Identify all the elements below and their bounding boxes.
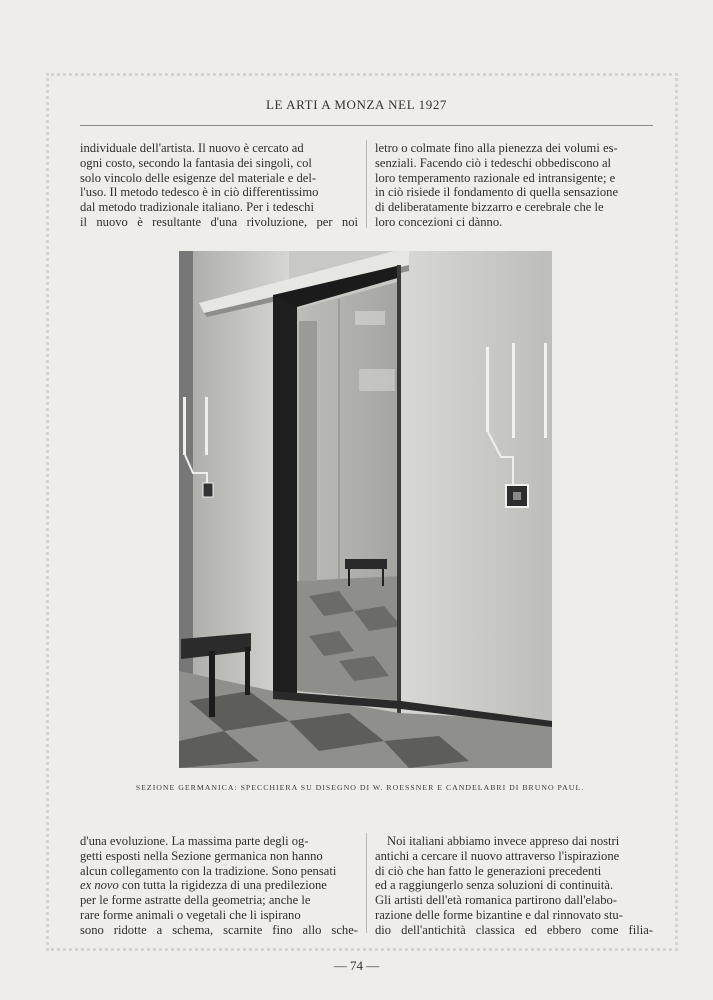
text-line: senziali. Facendo ciò i tedeschi obbediscono al xyxy=(375,155,612,170)
bottom-left-column xyxy=(80,834,358,938)
text-line: Noi italiani abbiamo invece appreso dai nostri xyxy=(387,834,620,848)
column-divider xyxy=(366,140,367,228)
text-line: getti esposti nella Sezione germanica non hanno xyxy=(80,848,323,863)
header-rule xyxy=(80,125,653,126)
column-divider xyxy=(366,833,367,933)
text-line: di deliberatamente bizzarro e cerebrale che le xyxy=(375,200,604,215)
page-number: — 74 — xyxy=(333,958,380,973)
text-fragment: con tutta la rigidezza di una predilezione xyxy=(121,878,327,893)
text-line: Gli artisti dell'età romanica partirono dall'elabo- xyxy=(375,893,617,908)
mirror-room-illustration xyxy=(179,251,552,768)
text-line: antichi a cercare il nuovo attraverso l'ispirazione xyxy=(375,848,620,863)
figure-caption: SEZIONE GERMANICA: SPECCHIERA SU DISEGNO DI W. ROESSNER E CANDELABRI DI BRUNO PAUL. xyxy=(135,783,585,792)
text-line xyxy=(80,878,358,893)
text-line: rare forme animali o vegetali che li ispirano xyxy=(80,907,301,922)
running-title: LE ARTI A MONZA NEL 1927 xyxy=(265,97,448,112)
figure-photograph xyxy=(179,251,552,768)
text-line: di ciò che han fatto le generazioni precedenti xyxy=(375,863,602,878)
text-line: loro concezioni ci dànno. xyxy=(375,214,503,229)
text-line: dio dell'antichità classica ed ebbero come filia- xyxy=(375,922,653,937)
top-right-column xyxy=(375,141,653,230)
text-line: d'una evoluzione. La massima parte degli og- xyxy=(80,834,309,848)
bottom-right-column xyxy=(375,834,653,938)
top-left-column xyxy=(80,141,358,230)
text-line: ed a raggiungerlo senza soluzioni di continuità. xyxy=(375,878,614,893)
text-line: ogni costo, secondo la fantasia dei singoli, col xyxy=(80,155,312,170)
text-line: dal metodo tradizionale italiano. Per i tedeschi xyxy=(80,200,314,215)
text-line: alcun collegamento con la tradizione. Sono pensati xyxy=(80,863,337,878)
italic-phrase: ex novo xyxy=(80,878,119,893)
text-line: individuale dell'artista. Il nuovo è cercato ad xyxy=(80,141,304,155)
text-line: l'uso. Il metodo tedesco è in ciò differentissimo xyxy=(80,185,319,200)
text-line: per le forme astratte della geometria; anche le xyxy=(80,893,311,908)
text-line: in ciò risiede il fondamento di quella sensazione xyxy=(375,185,619,200)
text-line: solo vincolo delle esigenze del materiale e del- xyxy=(80,170,317,185)
text-line: sono ridotte a schema, scarnite fino allo sche- xyxy=(80,922,358,937)
text-line: razione delle forme bizantine e dal rinnovato stu- xyxy=(375,907,623,922)
text-line: letro o colmate fino alla pienezza dei volumi es- xyxy=(375,141,618,155)
text-line: il nuovo è resultante d'una rivoluzione, per noi xyxy=(80,214,358,229)
text-line: loro temperamento razionale ed intransigente; e xyxy=(375,170,616,185)
